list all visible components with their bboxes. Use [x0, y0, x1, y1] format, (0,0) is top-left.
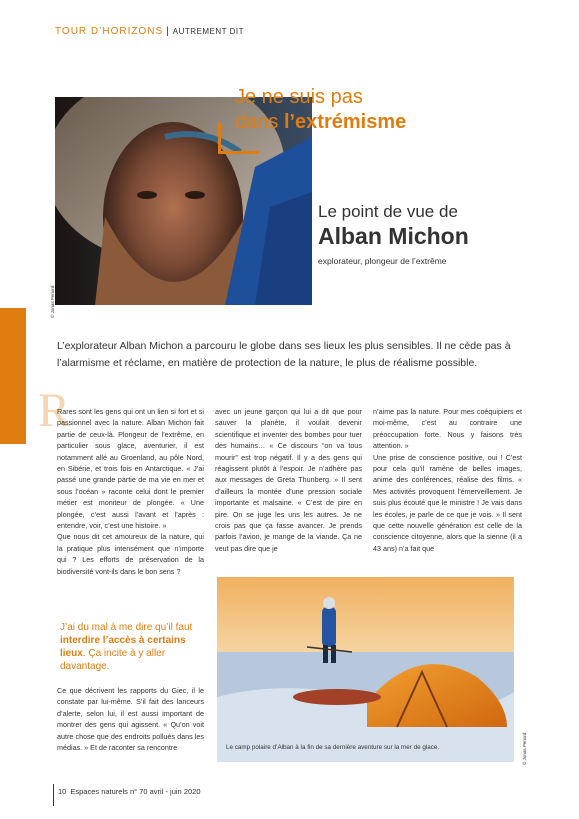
subsection-title: AUTREMENT DIT — [172, 27, 245, 36]
footer-rule — [53, 784, 54, 806]
article-column-1 — [57, 406, 204, 577]
article-column-1-bottom — [57, 685, 204, 753]
paragraph: Ce que décrivent les rapports du Giec, il le constate par lui-même. S’il fait des lanceurs d’alerte, selon lui, il est aussi important de montrer des gens qui agissent. « Qu’on voit autre chose que des endroits pollués dans les médias. » Et de raconter sa rencontre — [57, 686, 204, 753]
paragraph: avec un jeune garçon qui lui a dit que pour sauver la planète, il voulait devenir scientifique et inventer des bombes pour tuer des humains… « Ce discours “on va tous mourir” est trop négatif. Il y a des gens qui réagissent plutôt à l’espoir. Je n’adhère pas aux messages de Greta Thunberg. » Il sent d’ailleurs la montée d’une pression sociale importante et malsaine. « C’est de pire en pire. On se juge les uns les autres. Je ne crois pas que ça fasse avancer. Je prends parfois l’avion, je mange de la viande. Ça ne veut pas dire que je — [215, 407, 362, 553]
pov-role: explorateur, plongeur de l’extrême — [318, 256, 447, 266]
portrait-credit: © Jonas Penord — [50, 285, 55, 318]
paragraph: Que nous dit cet amoureux de la nature, qui la pratique plus intensément que n’importe qui ? Les efforts de préservation de la biodiversité vont-ils dans le bon sens ? — [57, 532, 204, 576]
paragraph: n’aime pas la nature. Pour mes coéquipiers et moi-même, c’est au contraire une préoccupation forte. Nous y faisons très attention. » — [373, 407, 522, 451]
pov-intro: Le point de vue de — [318, 202, 458, 221]
footer — [58, 787, 201, 796]
section-header: TOUR D’HORIZONS | AUTREMENT DIT — [55, 26, 245, 37]
paragraph: Une prise de conscience positive, oui ! C’est pour cela qu’il ramène de belles images, anime des conférences, réalise des films. « Mes activités provoquent l’émerveillement. Je suis plus écouté que le ministre ! Je vais dans les écoles, je parle de ce que je vois. » Il sent que cette nouvelle génération est celle de la conscience citoyenne, alors que la sienne (il a 43 ans) n’a fait que — [373, 452, 522, 553]
point-of-view — [318, 202, 558, 266]
footer-text: Espaces naturels n° 70 avril - juin 2020 — [70, 787, 201, 796]
dropcap: R — [38, 384, 71, 437]
quote-title — [235, 85, 465, 135]
pov-name: Alban Michon — [318, 223, 469, 249]
article-column-2 — [215, 406, 362, 554]
photo-caption: Le camp polaire d’Alban à la fin de sa dernière aventure sur la mer de glace. — [226, 744, 440, 751]
quote-title-line1: Je ne suis pas — [235, 86, 363, 108]
camp-photo — [217, 577, 514, 762]
quote-title-bold: l’extrémisme — [283, 111, 407, 133]
lead-paragraph: L’explorateur Alban Michon a parcouru le globe dans ses lieux les plus sensibles. Il ne cède pas à l’alarmisme et réclame, en matière de protection de la nature, le plus de réalisme possible. — [57, 340, 511, 369]
camp-credit: © Jonas Penord — [522, 732, 527, 765]
side-tab — [0, 308, 26, 444]
paragraph: Rares sont les gens qui ont un lien si fort et si passionnel avec la nature. Alban Michon fait partie de ceux-là. Plongeur de l’extrême, en particulier sous glace, aventurier, il est notamment allé au Groenland, au pôle Nord, en Sibérie, et trois fois en Antarctique. « J’ai passé une grande partie de ma vie en mer et sous l’océan » raconte celui dont le premier métier est moniteur de plongée. « Une plongée, c’est aussi l’avant et l’après : entendre, voir, c’est une histoire. » — [57, 407, 204, 531]
pull-quote: J’ai du mal à me dire qu’il faut interdire l’accès à certains lieux. Ça incite à y aller davantage. — [60, 622, 193, 672]
quote-title-line2: dans — [235, 111, 284, 133]
page-number: 10 — [58, 787, 67, 796]
article-column-3 — [373, 406, 522, 554]
section-title: TOUR D’HORIZONS — [55, 26, 164, 37]
